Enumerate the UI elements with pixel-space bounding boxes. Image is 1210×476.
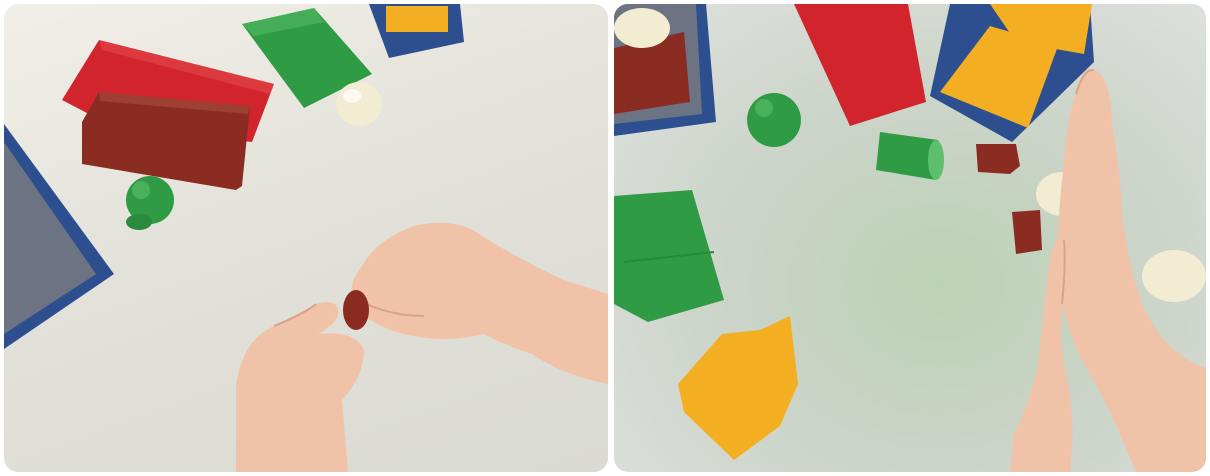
hand-right [351, 223, 608, 384]
yellow-clay-sheet [678, 316, 798, 460]
hand-left [236, 302, 364, 472]
blue-box-with-yellow-clay [369, 4, 464, 58]
white-clay-ball [336, 82, 382, 126]
green-clay-ball [126, 176, 174, 230]
small-brown-clay-piece [343, 290, 369, 330]
blue-box-with-brown-clay [614, 4, 716, 136]
green-clay-sheet [614, 190, 724, 322]
left-photo-scene [4, 4, 608, 472]
brown-clay-bit [1012, 210, 1042, 254]
right-photo-scene [614, 4, 1206, 472]
green-clay-roll [876, 132, 944, 180]
right-photo [614, 4, 1206, 472]
left-photo [4, 4, 608, 472]
red-clay-block [794, 4, 926, 126]
green-clay-ball [747, 93, 801, 147]
brown-clay-piece [976, 144, 1020, 174]
brown-clay-sheet [82, 92, 250, 190]
